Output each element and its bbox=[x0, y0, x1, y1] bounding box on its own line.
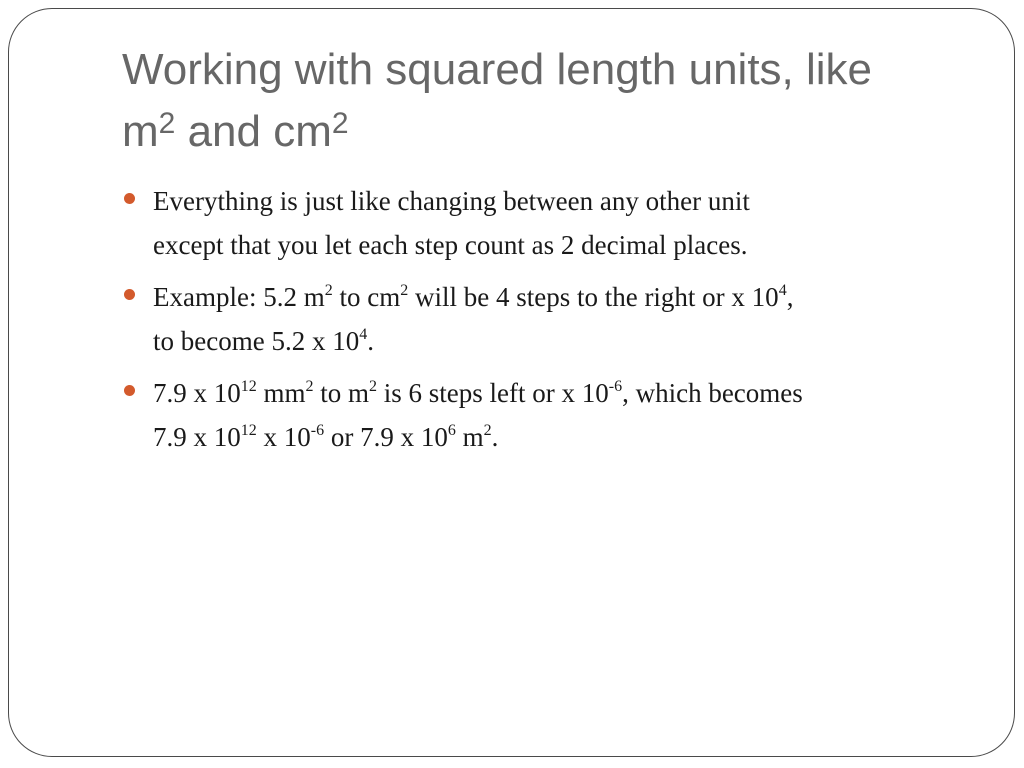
superscript: 12 bbox=[240, 422, 257, 439]
text-run: except that you let each step count as 2 decimal places. bbox=[153, 230, 748, 260]
text-run: 7.9 x 10 bbox=[153, 378, 241, 408]
slide-title-line-2 bbox=[122, 101, 982, 163]
superscript: 2 bbox=[158, 107, 176, 140]
slide-title-line-1: Working with squared length units, like bbox=[122, 45, 873, 94]
superscript: 2 bbox=[483, 422, 492, 439]
superscript: 2 bbox=[369, 378, 378, 395]
text-run: is 6 steps left or x 10 bbox=[377, 378, 609, 408]
superscript: 2 bbox=[331, 107, 349, 140]
text-run: . bbox=[367, 326, 374, 356]
bullet-dot-icon bbox=[124, 289, 135, 300]
bullet-dot-icon bbox=[124, 385, 135, 396]
bullet-line bbox=[153, 415, 1004, 459]
text-run: Everything is just like changing between any other unit bbox=[153, 186, 750, 216]
bullet-line bbox=[153, 275, 1004, 319]
superscript: 6 bbox=[447, 422, 456, 439]
text-run: or 7.9 x 10 bbox=[324, 422, 448, 452]
superscript: 2 bbox=[305, 378, 314, 395]
bullet-line bbox=[153, 223, 1004, 267]
superscript: -6 bbox=[608, 378, 623, 395]
bullet-line bbox=[153, 371, 1004, 415]
text-run: and cm bbox=[175, 107, 332, 156]
bullet-item bbox=[124, 275, 1004, 363]
superscript: 4 bbox=[359, 326, 368, 343]
bullet-dot-icon bbox=[124, 193, 135, 204]
text-run: to become 5.2 x 10 bbox=[153, 326, 360, 356]
text-run: 7.9 x 10 bbox=[153, 422, 241, 452]
text-run: . bbox=[491, 422, 499, 452]
bullet-item bbox=[124, 371, 1004, 459]
bullet-list bbox=[124, 179, 1004, 467]
text-run: m bbox=[122, 107, 159, 156]
text-run: , bbox=[786, 282, 794, 312]
text-run: to cm bbox=[332, 282, 401, 312]
superscript: 2 bbox=[400, 282, 409, 299]
superscript: -6 bbox=[310, 422, 325, 439]
text-run: Example: 5.2 m bbox=[153, 282, 325, 312]
slide-frame bbox=[8, 8, 1015, 757]
text-run: m bbox=[455, 422, 484, 452]
superscript: 4 bbox=[778, 282, 787, 299]
slide-title bbox=[122, 39, 982, 163]
superscript: 2 bbox=[324, 282, 333, 299]
text-run: to m bbox=[313, 378, 370, 408]
bullet-line bbox=[153, 319, 1004, 363]
bullet-line bbox=[153, 179, 1004, 223]
text-run: , which becomes bbox=[622, 378, 803, 408]
text-run: mm bbox=[256, 378, 306, 408]
text-run: will be 4 steps to the right or x 10 bbox=[408, 282, 779, 312]
superscript: 12 bbox=[240, 378, 257, 395]
bullet-item bbox=[124, 179, 1004, 267]
text-run: x 10 bbox=[256, 422, 311, 452]
